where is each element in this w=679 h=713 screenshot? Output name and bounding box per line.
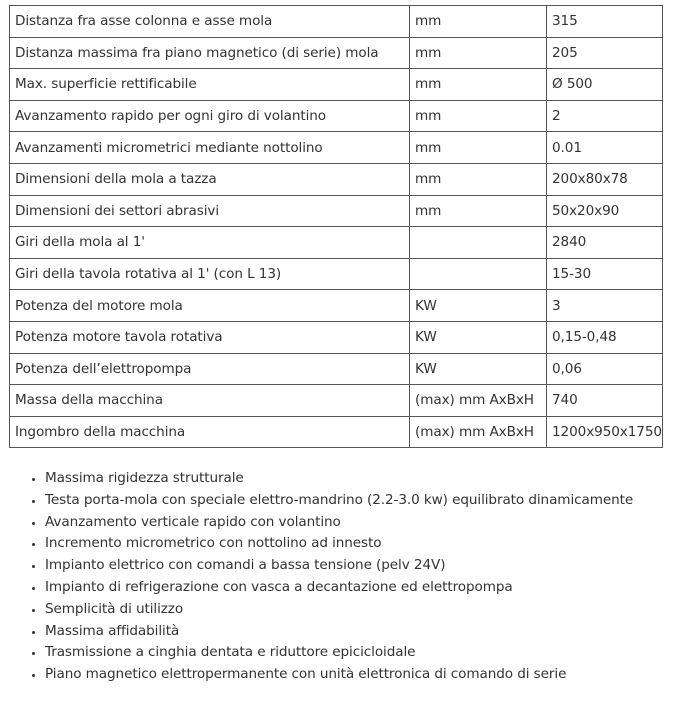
- spec-unit: (max) mm AxBxH: [410, 416, 547, 448]
- spec-value: 205: [547, 37, 663, 69]
- spec-value: 0.01: [547, 132, 663, 164]
- spec-unit: KW: [410, 321, 547, 353]
- table-row: [10, 227, 663, 259]
- list-item: • Impianto elettrico con comandi a bassa tensione (pelv 24V): [45, 555, 679, 577]
- table-row: [10, 385, 663, 417]
- spec-value: 3: [547, 290, 663, 322]
- spec-value: 2840: [547, 227, 663, 259]
- list-item: • Massima rigidezza strutturale: [45, 468, 679, 490]
- table-row: [10, 195, 663, 227]
- table-row: [10, 69, 663, 101]
- spec-label: Massa della macchina: [10, 385, 410, 417]
- spec-value: Ø 500: [547, 69, 663, 101]
- spec-value: 0,06: [547, 353, 663, 385]
- spec-label: Distanza fra asse colonna e asse mola: [10, 6, 410, 38]
- spec-label: Avanzamenti micrometrici mediante nottolino: [10, 132, 410, 164]
- spec-unit: mm: [410, 6, 547, 38]
- spec-label: Avanzamento rapido per ogni giro di volantino: [10, 100, 410, 132]
- spec-unit: mm: [410, 163, 547, 195]
- spec-value: 200x80x78: [547, 163, 663, 195]
- table-row: [10, 100, 663, 132]
- list-item: • Massima affidabilità: [45, 621, 679, 643]
- table-row: [10, 37, 663, 69]
- spec-value: 50x20x90: [547, 195, 663, 227]
- table-row: [10, 6, 663, 38]
- table-row: [10, 258, 663, 290]
- list-item: • Testa porta-mola con speciale elettro-mandrino (2.2-3.0 kw) equilibrato dinamicamente: [45, 490, 679, 512]
- list-item: • Impianto di refrigerazione con vasca a decantazione ed elettropompa: [45, 577, 679, 599]
- list-item: • Avanzamento verticale rapido con volantino: [45, 512, 679, 534]
- spec-label: Potenza del motore mola: [10, 290, 410, 322]
- spec-unit: KW: [410, 290, 547, 322]
- table-row: [10, 290, 663, 322]
- spec-unit: (max) mm AxBxH: [410, 385, 547, 417]
- list-item: • Incremento micrometrico con nottolino ad innesto: [45, 533, 679, 555]
- spec-label: Ingombro della macchina: [10, 416, 410, 448]
- spec-label: Giri della mola al 1': [10, 227, 410, 259]
- spec-label: Max. superficie rettificabile: [10, 69, 410, 101]
- specifications-table: [9, 5, 663, 448]
- spec-value: 315: [547, 6, 663, 38]
- spec-unit: mm: [410, 69, 547, 101]
- spec-label: Dimensioni dei settori abrasivi: [10, 195, 410, 227]
- spec-label: Giri della tavola rotativa al 1' (con L 13): [10, 258, 410, 290]
- table-row: [10, 353, 663, 385]
- list-item: • Semplicità di utilizzo: [45, 599, 679, 621]
- spec-label: Potenza dell’elettropompa: [10, 353, 410, 385]
- list-item: • Piano magnetico elettropermanente con unità elettronica di comando di serie: [45, 664, 679, 686]
- spec-value: 1200x950x1750: [547, 416, 663, 448]
- spec-label: Distanza massima fra piano magnetico (di serie) mola: [10, 37, 410, 69]
- spec-value: 740: [547, 385, 663, 417]
- features-list: [0, 468, 679, 686]
- table-row: [10, 321, 663, 353]
- spec-unit: mm: [410, 37, 547, 69]
- spec-label: Dimensioni della mola a tazza: [10, 163, 410, 195]
- table-row: [10, 416, 663, 448]
- spec-unit: mm: [410, 132, 547, 164]
- list-item: • Trasmissione a cinghia dentata e riduttore epicicloidale: [45, 642, 679, 664]
- table-row: [10, 132, 663, 164]
- spec-unit: mm: [410, 100, 547, 132]
- spec-value: 0,15-0,48: [547, 321, 663, 353]
- spec-unit: [410, 258, 547, 290]
- spec-label: Potenza motore tavola rotativa: [10, 321, 410, 353]
- spec-unit: [410, 227, 547, 259]
- spec-unit: mm: [410, 195, 547, 227]
- spec-value: 2: [547, 100, 663, 132]
- table-row: [10, 163, 663, 195]
- spec-unit: KW: [410, 353, 547, 385]
- spec-value: 15-30: [547, 258, 663, 290]
